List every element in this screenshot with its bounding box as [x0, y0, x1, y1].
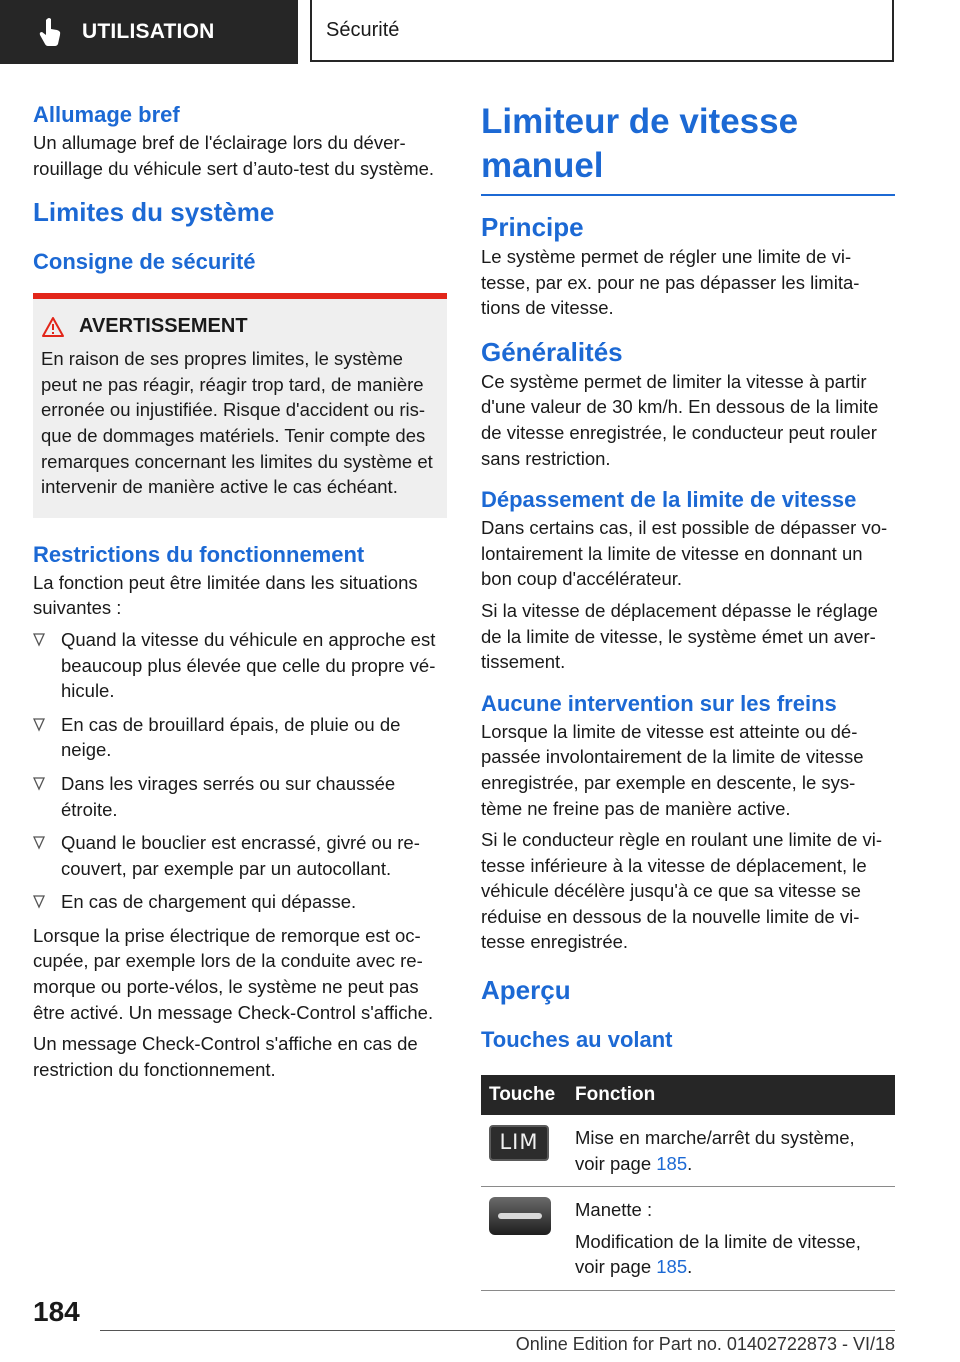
paragraph-checkcontrol: Un message Check-Control s'affiche en cas de restriction du fonctionnement. [33, 1033, 418, 1080]
heading-generalites: Généralités [481, 336, 623, 367]
table-row [481, 1115, 895, 1187]
paragraph-depassement-2: Si la vitesse de déplacement dépasse le réglage de la limite de vitesse, le système émet un aver-tissement. [481, 599, 878, 673]
bullet-triangle-icon [33, 895, 45, 909]
column-header-key: Touche [481, 1075, 567, 1115]
list-item [33, 712, 447, 763]
heading-principe: Principe [481, 212, 584, 242]
bullet-triangle-icon [33, 777, 45, 791]
paragraph-trailer: Lorsque la prise électrique de remorque est oc-cupée, par exemple lors de la conduite avec re-morque ou porte-vélos, le système ne peut pas être activé. Un message Check-Control s'affiche. [33, 924, 434, 1023]
warning-triangle-icon [41, 316, 65, 338]
heading-freins: Aucune intervention sur les freins [481, 690, 837, 716]
heading-apercu: Aperçu [481, 975, 571, 1006]
bullet-triangle-icon [33, 836, 45, 850]
left-column [33, 100, 447, 1088]
list-item-text: Quand le bouclier est encrassé, givré ou re-couvert, par exemple par un autocollant. [61, 832, 420, 879]
lim-button-label: LIM [499, 1130, 539, 1155]
lever-icon [489, 1197, 551, 1235]
chapter-title: UTILISATION [82, 20, 215, 43]
heading-limites: Limites du système [33, 197, 275, 228]
paragraph-allumage: Un allumage bref de l'éclairage lors du déver-rouillage du véhicule sert d’auto-test du système. [33, 132, 435, 179]
section-tab [310, 0, 894, 62]
paragraph-depassement-1: Dans certains cas, il est possible de dépasser vo-lontairement la limite de vitesse en donnant un bon coup d'accélérateur. [481, 517, 888, 590]
list-item-text: En cas de chargement qui dépasse. [61, 891, 357, 913]
key-cell [481, 1115, 567, 1187]
paragraph-principe: Le système permet de régler une limite de vi-tesse, par ex. pour ne pas dépasser les limita-tions de vitesse. [481, 246, 860, 319]
list-item-text: En cas de brouillard épais, de pluie ou de neige. [61, 713, 401, 761]
list-item [33, 830, 447, 881]
bullet-triangle-icon [33, 718, 45, 732]
page-number: 184 [33, 1296, 80, 1327]
table-header-row [481, 1075, 895, 1115]
function-text-end: . [687, 1152, 693, 1174]
page-link[interactable]: 185 [656, 1256, 688, 1278]
heading-restrictions: Restrictions du fonctionnement [33, 541, 365, 567]
paragraph-freins-2: Si le conducteur règle en roulant une limite de vi-tesse inférieure à la vitesse de déplacement, le véhicule décélère jusqu'à ce que sa vitesse se réduise en dessous de la nouvelle limite de vi-tesse enregistrée. [481, 829, 883, 953]
function-text-2 [575, 1229, 887, 1280]
function-cell [567, 1187, 895, 1291]
heading-depassement: Dépassement de la limite de vitesse [481, 487, 857, 513]
hand-pointer-icon [38, 17, 64, 47]
function-text: Modification de la limite de vitesse, voir page [575, 1230, 861, 1278]
column-header-function: Fonction [567, 1075, 895, 1115]
list-item [33, 627, 447, 704]
right-column [481, 100, 895, 1291]
function-text: Manette : [575, 1199, 653, 1221]
footer-edition: Online Edition for Part no. 01402722873 - VI/18 [515, 1334, 895, 1354]
paragraph-freins-1: Lorsque la limite de vitesse est atteinte ou dé-passée involontairement de la limite de vitesse enregistrée, par exemple en descente, le sys-tème ne freine pas de manière active. [481, 720, 864, 819]
heading-touches: Touches au volant [481, 1027, 673, 1053]
warning-box [33, 293, 447, 518]
lim-button-icon [489, 1125, 549, 1161]
paragraph-generalites: Ce système permet de limiter la vitesse à partir d'une valeur de 30 km/h. En dessous de la limite de vitesse enregistrée, le conducteur peut rouler sans restriction. [481, 370, 879, 469]
paragraph-restrictions-intro: La fonction peut être limitée dans les situations suivantes : [33, 571, 418, 619]
function-cell [567, 1115, 895, 1187]
warning-header [41, 315, 439, 338]
function-text-end: . [687, 1256, 693, 1278]
warning-title: AVERTISSEMENT [79, 315, 248, 338]
function-text: Mise en marche/arrêt du système, voir page [575, 1127, 855, 1174]
heading-consigne: Consigne de sécurité [33, 249, 256, 275]
warning-text: En raison de ses propres limites, le système peut ne pas réagir, réagir trop tard, de manière erronée ou injustifiée. Risque d'accident ou ris-que de dommages matériels. Tenir compte des remarques concernant les limites du système et intervenir de manière active le cas échéant. [41, 348, 433, 498]
restrictions-list [33, 627, 447, 915]
list-item [33, 889, 447, 915]
section-title: Sécurité [326, 18, 400, 41]
chapter-tab[interactable] [0, 0, 298, 64]
page-title: Limiteur de vitesse manuel [481, 100, 895, 196]
footer-divider [100, 1330, 895, 1331]
page-link[interactable]: 185 [656, 1152, 688, 1174]
heading-allumage: Allumage bref [33, 102, 180, 127]
key-cell [481, 1187, 567, 1291]
keys-table [481, 1075, 895, 1291]
list-item-text: Dans les virages serrés ou sur chaussée étroite. [61, 772, 396, 820]
page-header [0, 0, 960, 66]
bullet-triangle-icon [33, 633, 45, 647]
table-row [481, 1187, 895, 1291]
list-item-text: Quand la vitesse du véhicule en approche est beaucoup plus élevée que celle du propre vé-hicule. [61, 628, 436, 702]
list-item [33, 771, 447, 822]
